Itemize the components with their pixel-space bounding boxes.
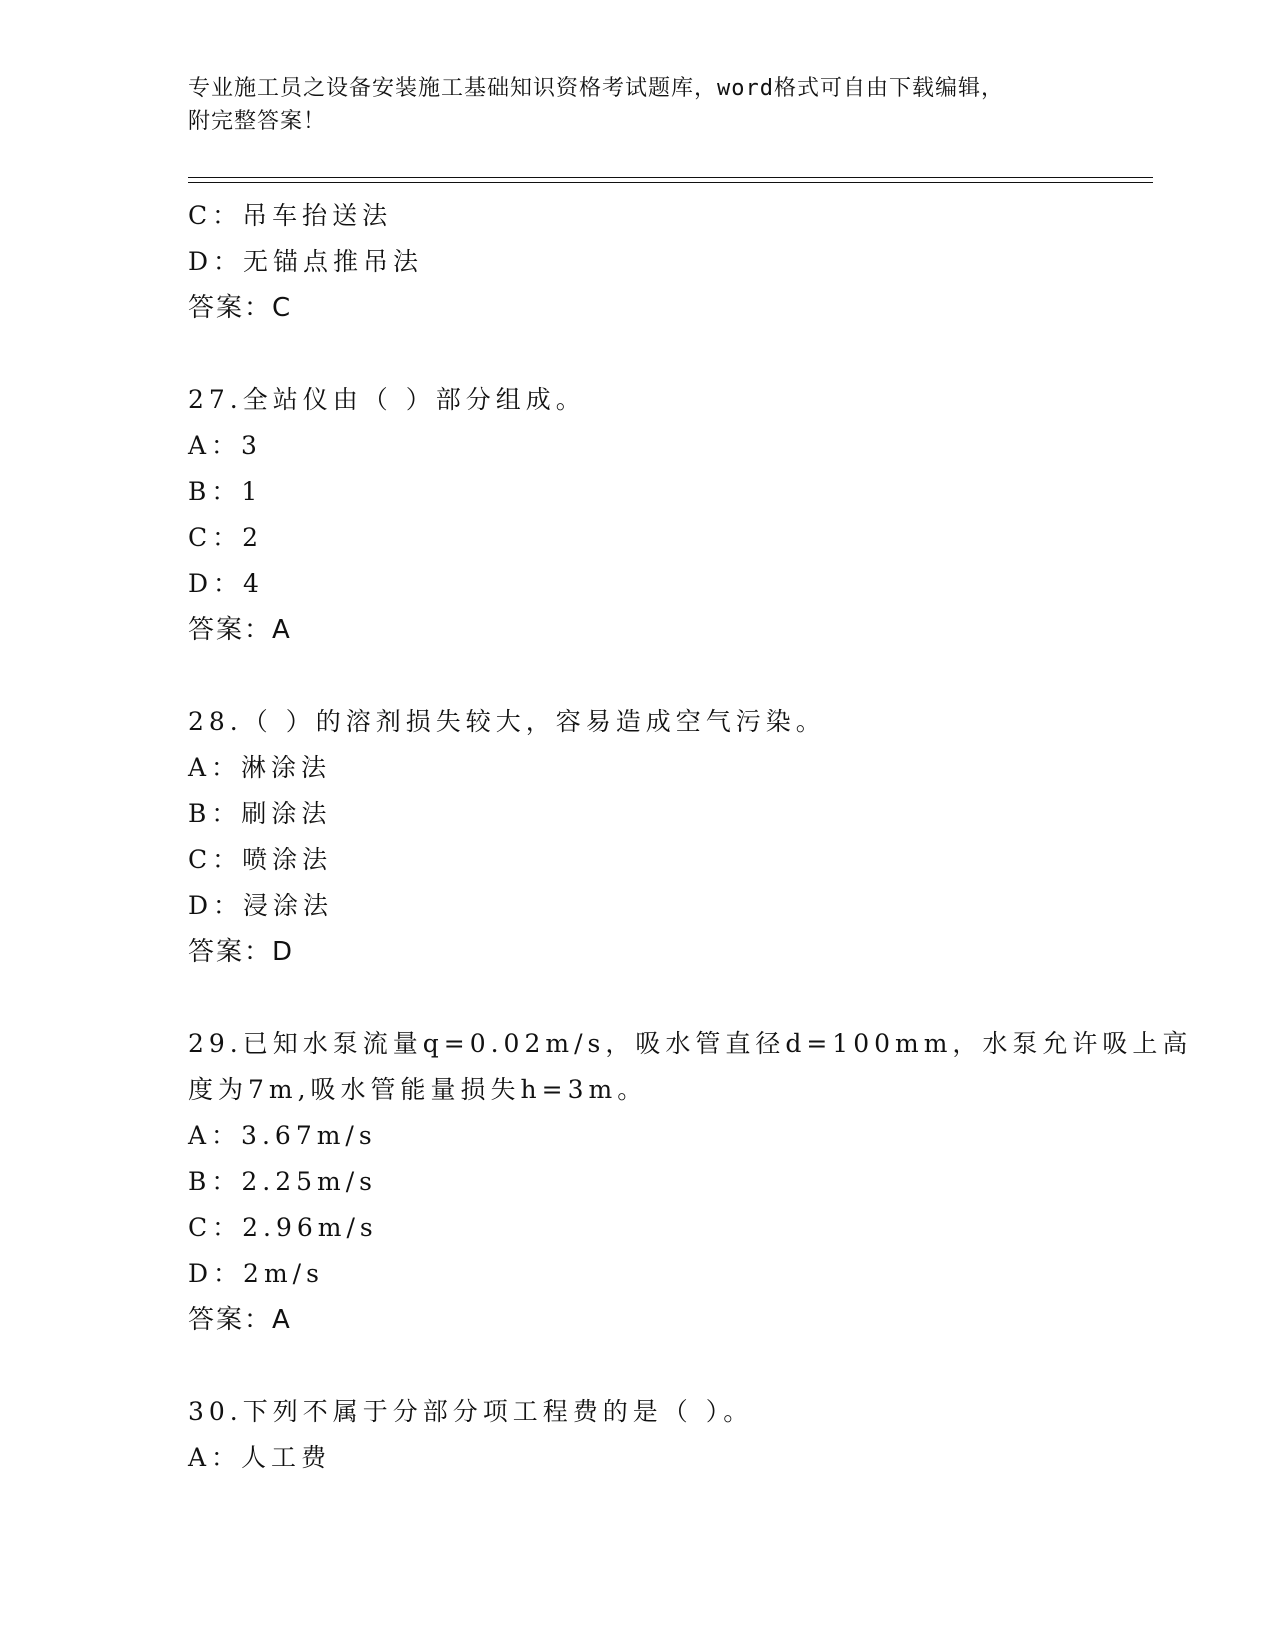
header-rule-top xyxy=(188,177,1153,178)
header-line-1: 专业施工员之设备安装施工基础知识资格考试题库，word格式可自由下载编辑， xyxy=(188,76,1004,101)
spacer xyxy=(188,975,1153,1021)
answer: 答案：A xyxy=(188,615,292,645)
answer: 答案：A xyxy=(188,1305,292,1335)
question-28 xyxy=(188,699,1153,975)
spacer xyxy=(188,653,1153,699)
option-c: C：2 xyxy=(188,523,264,552)
header-rule-bottom xyxy=(188,182,1153,183)
question-list xyxy=(188,193,1193,1481)
option-b: B：1 xyxy=(188,477,263,506)
option-d: D：4 xyxy=(188,569,264,598)
spacer xyxy=(188,1343,1153,1389)
question-stem: 30.下列不属于分部分项工程费的是（ ）。 xyxy=(188,1397,754,1426)
answer: 答案：C xyxy=(188,293,293,323)
question-27 xyxy=(188,377,1153,653)
option-c: C：吊车抬送法 xyxy=(188,201,393,230)
option-b: B：刷涂法 xyxy=(188,799,332,828)
answer: 答案：D xyxy=(188,937,295,967)
option-a: A：人工费 xyxy=(188,1443,332,1472)
option-c: C：2.96m/s xyxy=(188,1213,378,1242)
question-prev xyxy=(188,193,1153,331)
option-d: D：浸涂法 xyxy=(188,891,334,920)
header-line-2: 附完整答案！ xyxy=(188,109,327,134)
option-b: B：2.25m/s xyxy=(188,1167,377,1196)
option-c: C：喷涂法 xyxy=(188,845,333,874)
option-d: D：2m/s xyxy=(188,1259,324,1288)
option-a: A：3 xyxy=(188,431,262,460)
question-29 xyxy=(188,1021,1193,1343)
spacer xyxy=(188,331,1153,377)
question-stem: 28.（ ）的溶剂损失较大，容易造成空气污染。 xyxy=(188,707,826,736)
option-d: D：无锚点推吊法 xyxy=(188,247,424,276)
question-stem-continued: 度为7m,吸水管能量损失h=3m。 xyxy=(188,1075,648,1104)
question-stem: 27.全站仪由（ ）部分组成。 xyxy=(188,385,586,414)
question-30 xyxy=(188,1389,1153,1481)
question-stem: 29.已知水泵流量q=0.02m/s，吸水管直径d=100mm，水泵允许吸上高 xyxy=(188,1029,1193,1058)
document-header xyxy=(188,72,1088,138)
option-a: A：3.67m/s xyxy=(188,1121,377,1150)
option-a: A：淋涂法 xyxy=(188,753,332,782)
